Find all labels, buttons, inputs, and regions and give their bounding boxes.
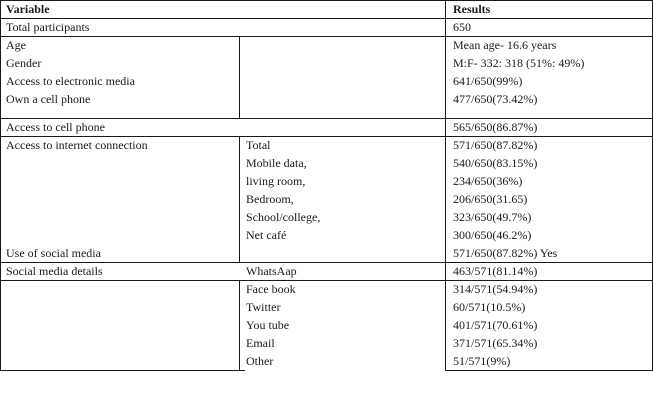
row-result: 314/571(54.94%) [453, 282, 538, 296]
row-result: 571/650(87.82%) [453, 138, 538, 152]
vertical-rule [445, 0, 446, 371]
table-row [0, 136, 653, 154]
table-row [0, 172, 653, 190]
header-variable: Variable [6, 2, 50, 16]
row-variable: Access to electronic media [6, 74, 135, 88]
row-result: 371/571(65.34%) [453, 336, 538, 350]
table-row [0, 262, 653, 280]
horizontal-rule [445, 370, 653, 371]
row-variable: Access to internet connection [6, 138, 148, 152]
row-result: 323/650(49.7%) [453, 210, 532, 224]
row-result: 565/650(86.87%) [453, 120, 538, 134]
row-subcategory: Total [246, 138, 271, 152]
row-result: 571/650(87.82%) Yes [453, 246, 558, 260]
horizontal-rule [0, 136, 653, 137]
table-row [0, 316, 653, 334]
row-result: 650 [453, 20, 471, 34]
row-variable: Own a cell phone [6, 92, 91, 106]
row-result: 641/650(99%) [453, 74, 523, 88]
table-row [0, 208, 653, 226]
row-result: 300/650(46.2%) [453, 228, 532, 242]
row-result: 51/571(9%) [453, 354, 511, 368]
row-subcategory: Email [246, 336, 275, 350]
row-variable: Total participants [6, 20, 90, 34]
row-variable: Social media details [6, 264, 103, 278]
row-variable: Access to cell phone [6, 120, 105, 134]
horizontal-rule [0, 36, 653, 37]
row-subcategory: WhatsAap [246, 264, 297, 278]
table-row [0, 334, 653, 352]
row-result: 60/571(10.5%) [453, 300, 526, 314]
row-result: 463/571(81.14%) [453, 264, 538, 278]
row-subcategory: Face book [246, 282, 296, 296]
vertical-rule [239, 136, 240, 262]
horizontal-rule [0, 18, 653, 19]
header-results: Results [453, 2, 491, 16]
horizontal-rule [0, 280, 653, 281]
row-subcategory: Mobile data, [246, 156, 307, 170]
horizontal-rule [0, 118, 653, 119]
header-row [0, 0, 653, 18]
table-row [0, 154, 653, 172]
table-row [0, 190, 653, 208]
table-row [0, 298, 653, 316]
row-subcategory: Net café [246, 228, 287, 242]
table-row [0, 280, 653, 298]
table-row [0, 90, 653, 108]
row-subcategory: Twitter [246, 300, 281, 314]
row-variable: Use of social media [6, 246, 101, 260]
table-row [0, 72, 653, 90]
vertical-rule [239, 280, 240, 371]
horizontal-rule [0, 262, 653, 263]
row-result: Mean age- 16.6 years [453, 38, 557, 52]
table-row [0, 226, 653, 244]
table-row [0, 36, 653, 54]
row-result: M:F- 332: 318 (51%: 49%) [453, 56, 585, 70]
table-row [0, 18, 653, 36]
row-result: 401/571(70.61%) [453, 318, 538, 332]
row-subcategory: living room, [246, 174, 306, 188]
row-result: 234/650(36%) [453, 174, 523, 188]
table-row [0, 118, 653, 136]
row-subcategory: Bedroom, [246, 192, 294, 206]
row-result: 477/650(73.42%) [453, 92, 538, 106]
horizontal-rule [0, 0, 653, 1]
vertical-rule [0, 0, 1, 371]
table-row [0, 352, 653, 370]
row-variable: Gender [6, 56, 42, 70]
row-result: 540/650(83.15%) [453, 156, 538, 170]
row-subcategory: Other [246, 354, 274, 368]
table-row [0, 54, 653, 72]
horizontal-rule [0, 370, 245, 371]
row-subcategory: School/college, [246, 210, 321, 224]
vertical-rule [239, 36, 240, 118]
row-subcategory: You tube [246, 318, 290, 332]
row-variable: Age [6, 38, 26, 52]
table-row [0, 244, 653, 262]
row-result: 206/650(31.65) [453, 192, 528, 206]
